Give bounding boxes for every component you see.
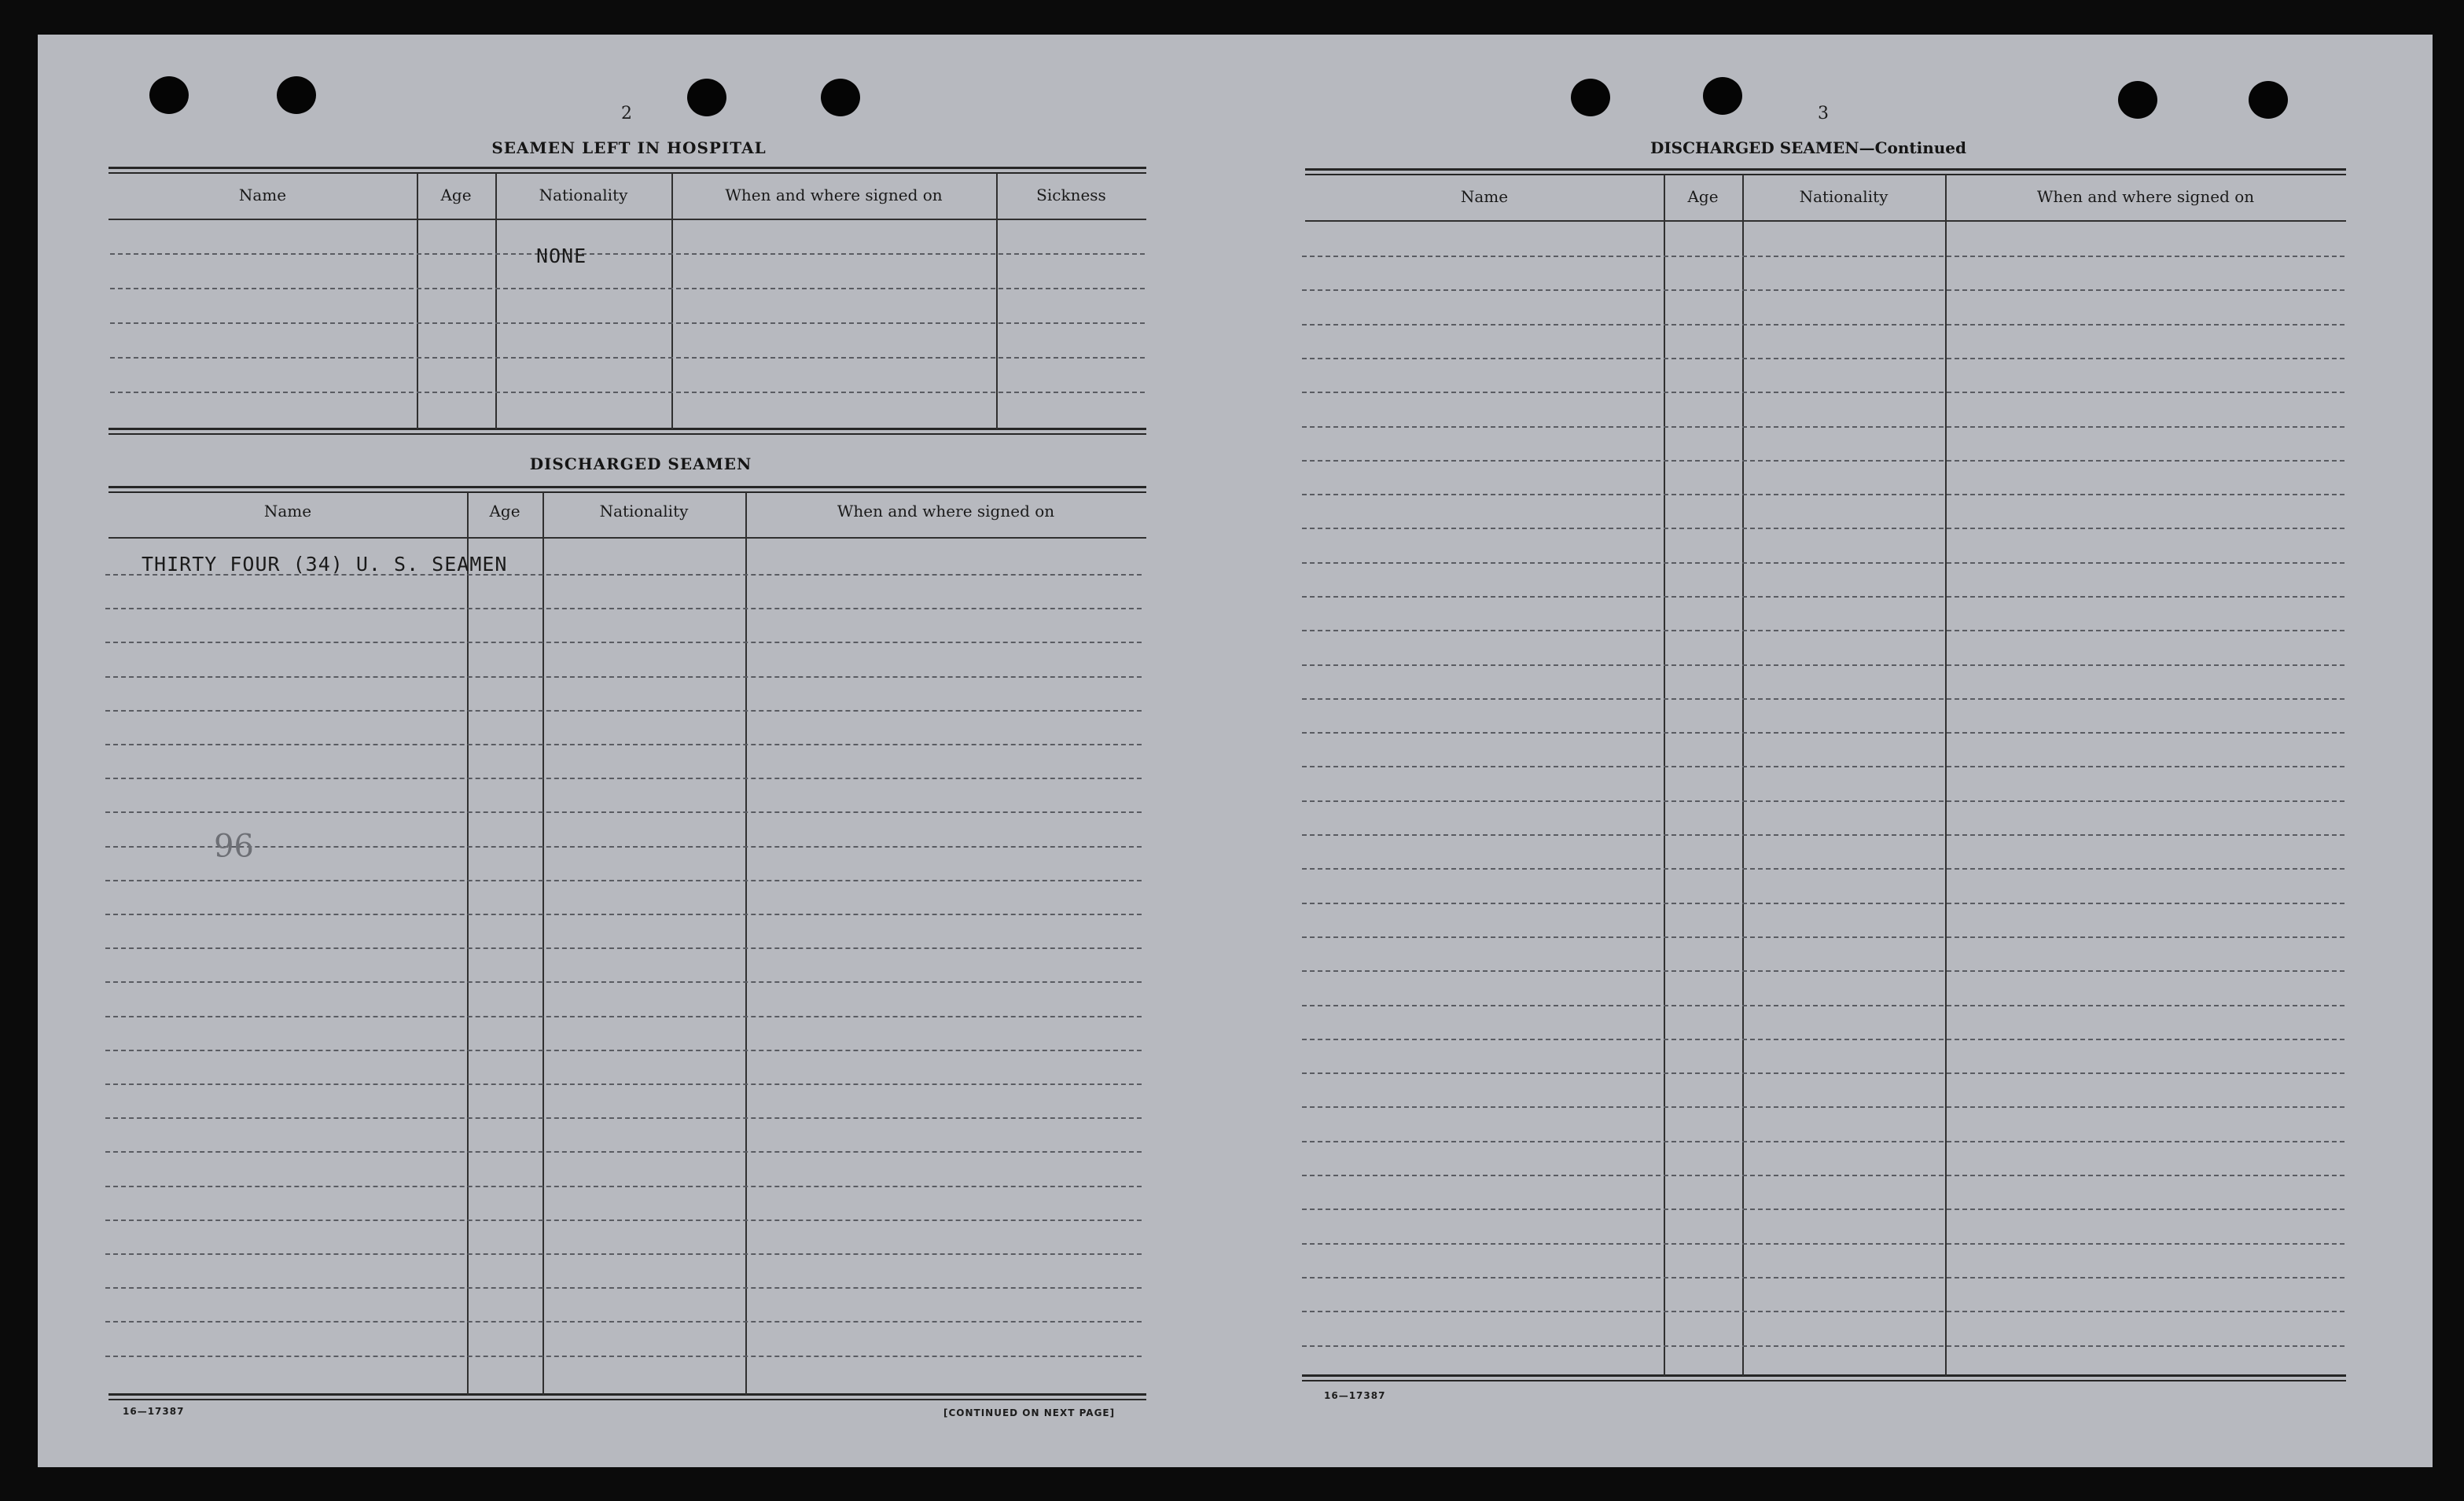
column-header: When and where signed on [725, 186, 943, 204]
entry-line [110, 288, 1145, 289]
entry-line [1302, 1141, 2344, 1142]
entry-line [105, 1287, 1142, 1289]
column-header: Nationality [1799, 187, 1888, 206]
entry-line [1302, 664, 2344, 666]
page-number: 2 [621, 104, 632, 123]
entry-line [1302, 1345, 2344, 1347]
entry-line [105, 947, 1142, 949]
entry-line [1302, 256, 2344, 257]
entry-line [1302, 1039, 2344, 1040]
column-header: Nationality [599, 502, 689, 521]
punch-hole [2249, 81, 2288, 119]
table-top-rule [108, 486, 1146, 488]
form-number: 16—17387 [1324, 1390, 1386, 1401]
entry-line [105, 1151, 1142, 1153]
entry-line [105, 778, 1142, 779]
entry-line [105, 880, 1142, 881]
column-divider [542, 492, 544, 1395]
table-bottom-rule [108, 428, 1146, 430]
entry-line [1302, 528, 2344, 529]
entry-line [1302, 426, 2344, 428]
entry-line [1302, 868, 2344, 870]
entry-line [105, 1083, 1142, 1085]
entry-line [1302, 936, 2344, 938]
entry-line [105, 1016, 1142, 1017]
punch-hole [821, 79, 860, 116]
entry-line [105, 914, 1142, 915]
entry-line [105, 1356, 1142, 1357]
column-header: Name [263, 502, 312, 521]
typed-entry-seamen: THIRTY FOUR (34) U. S. SEAMEN [142, 553, 508, 576]
entry-line [1302, 1209, 2344, 1210]
entry-line [1302, 1277, 2344, 1278]
entry-line [1302, 1005, 2344, 1006]
punch-hole [277, 76, 316, 114]
column-header: Sickness [1036, 186, 1106, 204]
stamp-mark: 96 [214, 826, 254, 862]
entry-line [1302, 732, 2344, 734]
entry-line [1302, 1311, 2344, 1312]
punch-hole [687, 79, 726, 116]
header-rule [108, 537, 1146, 539]
entry-line [1302, 358, 2344, 359]
entry-line [1302, 834, 2344, 836]
entry-line [110, 253, 1145, 255]
entry-line [110, 357, 1145, 359]
typed-entry-none: NONE [536, 245, 587, 267]
entry-line [105, 811, 1142, 813]
header-rule [108, 219, 1146, 220]
table-bottom-rule [108, 1393, 1146, 1396]
form-number: 16—17387 [123, 1406, 185, 1417]
entry-line [1302, 460, 2344, 462]
entry-line [1302, 324, 2344, 326]
entry-line [1302, 392, 2344, 393]
entry-line [1302, 698, 2344, 700]
entry-line [110, 322, 1145, 324]
entry-line [1302, 494, 2344, 495]
entry-line [105, 981, 1142, 983]
entry-line [105, 1253, 1142, 1255]
column-header: When and where signed on [837, 502, 1055, 521]
punch-hole [1571, 79, 1610, 116]
punch-hole [149, 76, 189, 114]
entry-line [105, 1321, 1142, 1323]
entry-line [105, 1050, 1142, 1051]
column-header: Nationality [539, 186, 628, 204]
column-divider [1945, 175, 1947, 1376]
entry-line [105, 676, 1142, 678]
header-rule [1305, 220, 2346, 222]
entry-line [110, 392, 1145, 393]
entry-line [1302, 1072, 2344, 1074]
column-divider [467, 492, 469, 1395]
entry-line [1302, 596, 2344, 598]
entry-line [1302, 1243, 2344, 1245]
table-top-rule [1305, 168, 2346, 171]
column-header: Age [1687, 187, 1719, 206]
column-header: Name [238, 186, 287, 204]
discharged-section-title: DISCHARGED SEAMEN [529, 454, 752, 473]
column-divider [1742, 175, 1744, 1376]
document-sheet [38, 35, 2433, 1467]
entry-line [1302, 970, 2344, 972]
column-header: Name [1460, 187, 1509, 206]
entry-line [1302, 800, 2344, 802]
entry-line [1302, 903, 2344, 904]
entry-line [105, 744, 1142, 745]
continued-note: [CONTINUED ON NEXT PAGE] [943, 1407, 1116, 1418]
punch-hole [1703, 77, 1742, 115]
entry-line [105, 1117, 1142, 1119]
column-header: Age [440, 186, 472, 204]
entry-line [105, 642, 1142, 643]
column-header: When and where signed on [2036, 187, 2255, 206]
entry-line [105, 1186, 1142, 1187]
table-top-rule [108, 167, 1146, 169]
entry-line [1302, 562, 2344, 564]
entry-line [105, 608, 1142, 609]
hospital-section-title: SEAMEN LEFT IN HOSPITAL [491, 138, 767, 157]
punch-hole [2118, 81, 2157, 119]
entry-line [105, 710, 1142, 712]
column-divider [745, 492, 747, 1395]
entry-line [1302, 766, 2344, 767]
entry-line [1302, 1175, 2344, 1176]
column-header: Age [489, 502, 520, 521]
entry-line [1302, 1106, 2344, 1108]
table-bottom-rule [1302, 1374, 2346, 1377]
page-number: 3 [1818, 104, 1829, 123]
entry-line [105, 1220, 1142, 1221]
discharged-continued-title: DISCHARGED SEAMEN—Continued [1649, 138, 1967, 157]
column-divider [1664, 175, 1665, 1376]
entry-line [1302, 630, 2344, 631]
entry-line [105, 846, 1142, 848]
entry-line [1302, 289, 2344, 291]
